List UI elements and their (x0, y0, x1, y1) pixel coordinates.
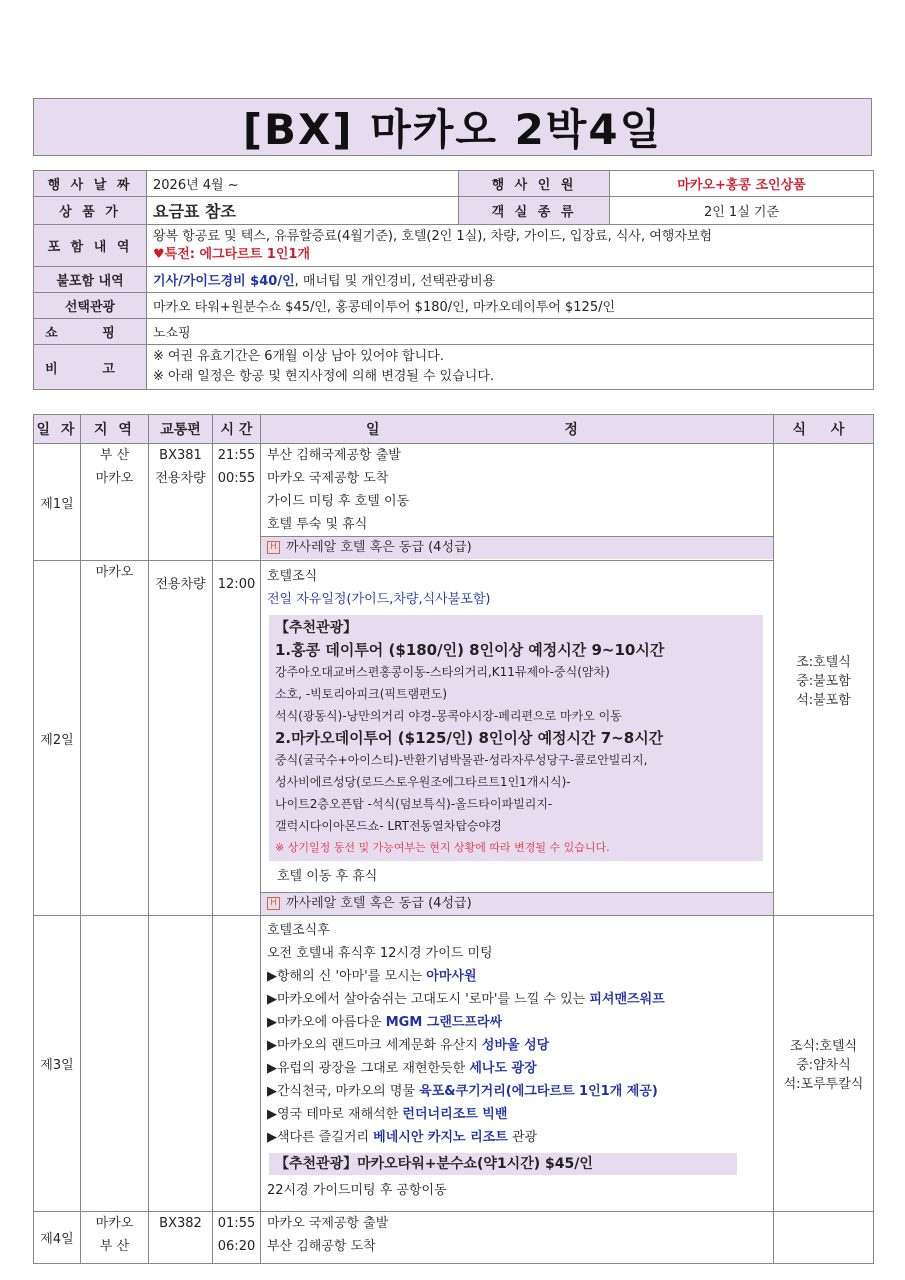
region-cell (81, 1212, 149, 1264)
hotel-icon: H (267, 541, 280, 554)
region: 마카오 (95, 471, 134, 486)
time-cell (213, 1212, 261, 1264)
day-label: 제4일 (34, 1212, 81, 1264)
flight-code: BX382 (159, 1216, 202, 1231)
transport: 전용차량 (155, 577, 206, 592)
included-value (147, 225, 874, 267)
optional-value: 마카오 타워+원분수쇼 $45/인, 홍콩데이투어 $180/인, 마카오데이투어 $125/인 (147, 293, 874, 319)
region: 마카오 (95, 565, 134, 580)
attraction-item (261, 988, 773, 1011)
shopping-label: 쇼 핑 (34, 319, 147, 345)
hotel-row (261, 536, 773, 559)
tour-title: 1.홍콩 데이투어 ($180/인) 8인이상 예정시간 9~10시간 (275, 641, 665, 659)
header-transport: 교통편 (149, 415, 213, 444)
hotel-row (261, 892, 773, 915)
transport-cell (149, 561, 213, 916)
transport: 전용차량 (155, 471, 206, 486)
schedule-line: 22시경 가이드미팅 후 공항이동 (267, 1183, 447, 1198)
meal: 조식:호텔식 (789, 1039, 858, 1054)
transport-cell (149, 1212, 213, 1264)
day-label: 제1일 (34, 444, 81, 561)
tour-line: 중식(굴국수+아이스티)-반환기념박물관-성라자루성당구-콜로안빌리지, (275, 753, 648, 767)
schedule-cell (261, 561, 774, 916)
attraction-item (261, 1103, 773, 1126)
hotel-icon: H (267, 897, 280, 910)
note-value (147, 345, 874, 390)
schedule-line: 부산 김해국제공항 출발 (267, 448, 401, 463)
rec-title: 【추천관광】 (275, 620, 358, 636)
schedule-line: 마카오 국제공항 도착 (267, 471, 389, 486)
meal-cell (774, 916, 874, 1212)
schedule-table (33, 414, 874, 1264)
attraction-item (261, 1034, 773, 1057)
region: 부 산 (99, 448, 130, 463)
price-label: 상 품 가 (34, 197, 147, 225)
time: 21:55 (217, 448, 256, 463)
excluded-value (147, 267, 874, 293)
date-value: 2026년 4월 ~ (147, 171, 459, 197)
schedule-line: 호텔조식 (267, 569, 318, 584)
attraction-desc: ▶유럽의 광장을 그대로 재현한듯한 (267, 1061, 470, 1076)
schedule-line: 호텔조식후 (267, 923, 330, 938)
info-table (33, 170, 874, 390)
region-cell (81, 444, 149, 561)
attraction-item (261, 1080, 773, 1103)
time: 01:55 (217, 1216, 256, 1231)
attraction-name: 육포&쿠기거리(에그타르트 1인1개 제공) (419, 1084, 658, 1099)
meal-cell (774, 444, 874, 916)
attraction-desc: 관광 (507, 1130, 538, 1145)
attraction-desc: ▶마카오의 랜드마크 세계문화 유산지 (267, 1038, 482, 1053)
meal: 석:포루투칼식 (783, 1077, 864, 1092)
note-line: ※ 여권 유효기간은 6개월 이상 남아 있어야 합니다. (153, 349, 444, 364)
hotel-name: 까사레알 호텔 혹은 동급 (4성급) (286, 540, 472, 555)
recommended-tours (269, 615, 763, 861)
attraction-desc: ▶마카오에서 살아숨쉬는 고대도시 '로마'를 느낄 수 있는 (267, 992, 590, 1007)
time: 06:20 (217, 1239, 256, 1254)
attraction-desc: ▶간식천국, 마카오의 명물 (267, 1084, 420, 1099)
schedule-line: 오전 호텔내 휴식후 12시경 가이드 미팅 (267, 946, 493, 961)
transport-cell (149, 444, 213, 561)
room-label: 객 실 종 류 (459, 197, 610, 225)
attraction-item (261, 1011, 773, 1034)
schedule-line: 부산 김해공항 도착 (267, 1239, 376, 1254)
special-benefit: ♥특전: 에그타르트 1인1개 (153, 246, 311, 262)
schedule-cell (261, 1212, 774, 1264)
attraction-item (261, 1057, 773, 1080)
flight-code: BX381 (159, 448, 202, 463)
header-day: 일 자 (34, 415, 81, 444)
schedule-line: 마카오 국제공항 출발 (267, 1216, 389, 1231)
people-value: 마카오+홍콩 조인상품 (610, 171, 874, 197)
included-line: 왕복 항공료 및 텍스, 유류할증료(4월기준), 호텔(2인 1실), 차량, 가이드, 입장료, 식사, 여행자보험 (153, 228, 713, 244)
time: 00:55 (217, 471, 256, 486)
excluded-rest: , 매너팁 및 개인경비, 선택관광비용 (294, 274, 496, 289)
day-label: 제2일 (34, 561, 81, 916)
schedule-line: 호텔 이동 후 휴식 (277, 869, 378, 884)
date-label: 행 사 날 짜 (34, 171, 147, 197)
region-cell (81, 561, 149, 916)
schedule-cell (261, 444, 774, 561)
attraction-desc: ▶영국 테마로 재해석한 (267, 1107, 403, 1122)
tour-line: 성사비에르성당(로드스토우원조에그타르트1인1개시식)- (275, 775, 571, 789)
excluded-label: 불포함 내역 (34, 267, 147, 293)
time-cell (213, 561, 261, 916)
attraction-name: 성바울 성당 (481, 1038, 550, 1053)
meal: 중:불포함 (796, 674, 851, 689)
people-label: 행 사 인 원 (459, 171, 610, 197)
meal: 조:호텔식 (796, 655, 851, 670)
header-schedule: 일 정 (261, 415, 774, 444)
optional-label: 선택관광 (34, 293, 147, 319)
recommended-tour: 【추천관광】마카오타워+분수쇼(약1시간) $45/인 (269, 1153, 737, 1175)
attraction-item (261, 965, 773, 988)
tour-line: 소호, -빅토리아피크(픽트램편도) (275, 687, 448, 701)
included-label: 포 함 내 역 (34, 225, 147, 267)
tour-line: 나이트2층오픈탑 -석식(덤보특식)-올드타이파빌리지- (275, 797, 553, 811)
page-title (33, 98, 872, 156)
attraction-name: 피셔맨즈워프 (589, 992, 665, 1007)
meal: 중:얌차식 (796, 1058, 851, 1073)
attraction-name: 아마사원 (426, 969, 477, 984)
attraction-name: 세나도 광장 (469, 1061, 537, 1076)
time: 12:00 (217, 577, 256, 592)
tour-line: 갤럭시다이아몬드쇼- LRT전동열차탑승야경 (275, 819, 502, 833)
schedule-line: 가이드 미팅 후 호텔 이동 (267, 494, 410, 509)
meal: 석:불포함 (796, 693, 851, 708)
tour-line: 석식(광동식)-낭만의거리 야경-몽콕야시장-페리편으로 마카오 이동 (275, 709, 622, 723)
tour-title: 2.마카오데이투어 ($125/인) 8인이상 예정시간 7~8시간 (275, 729, 664, 747)
attraction-name: MGM 그랜드프라싸 (385, 1015, 503, 1030)
hotel-name: 까사레알 호텔 혹은 동급 (4성급) (286, 896, 472, 911)
tour-line: 강주아오대교버스편홍콩이동-스타의거리,K11뮤제아-중식(얌차) (275, 665, 610, 679)
header-time: 시 간 (213, 415, 261, 444)
schedule-line: 호텔 투숙 및 휴식 (267, 517, 368, 532)
header-meal: 식 사 (774, 415, 874, 444)
region: 부 산 (99, 1239, 130, 1254)
room-value: 2인 1실 기준 (610, 197, 874, 225)
free-schedule: 전일 자유일정(가이드,차량,식사불포함) (267, 592, 491, 607)
title-text: [BX] 마카오 2박4일 (242, 105, 663, 154)
attraction-item (261, 1126, 773, 1149)
time-cell (213, 444, 261, 561)
attraction-desc: ▶색다른 즐길거리 (267, 1130, 374, 1145)
meal-cell (774, 1212, 874, 1264)
price-value: 요금표 참조 (147, 197, 459, 225)
note-label: 비 고 (34, 345, 147, 390)
region-cell (81, 916, 149, 1212)
guide-fee: 기사/가이드경비 $40/인 (153, 274, 295, 289)
schedule-cell (261, 916, 774, 1212)
day-label: 제3일 (34, 916, 81, 1212)
warning-note: ※ 상기일정 동선 및 가능여부는 현지 상황에 따라 변경될 수 있습니다. (275, 841, 610, 854)
transport-cell (149, 916, 213, 1212)
attraction-name: 베네시안 카지노 리조트 (373, 1130, 508, 1145)
header-region: 지 역 (81, 415, 149, 444)
region: 마카오 (95, 1216, 134, 1231)
attraction-desc: ▶항해의 신 '아마'를 모시는 (267, 969, 427, 984)
shopping-value: 노쇼핑 (147, 319, 874, 345)
note-line: ※ 아래 일정은 항공 및 현지사정에 의해 변경될 수 있습니다. (153, 369, 495, 384)
time-cell (213, 916, 261, 1212)
attraction-desc: ▶마카오에 아름다운 (267, 1015, 386, 1030)
attraction-name: 런더너리조트 빅밴 (402, 1107, 508, 1122)
